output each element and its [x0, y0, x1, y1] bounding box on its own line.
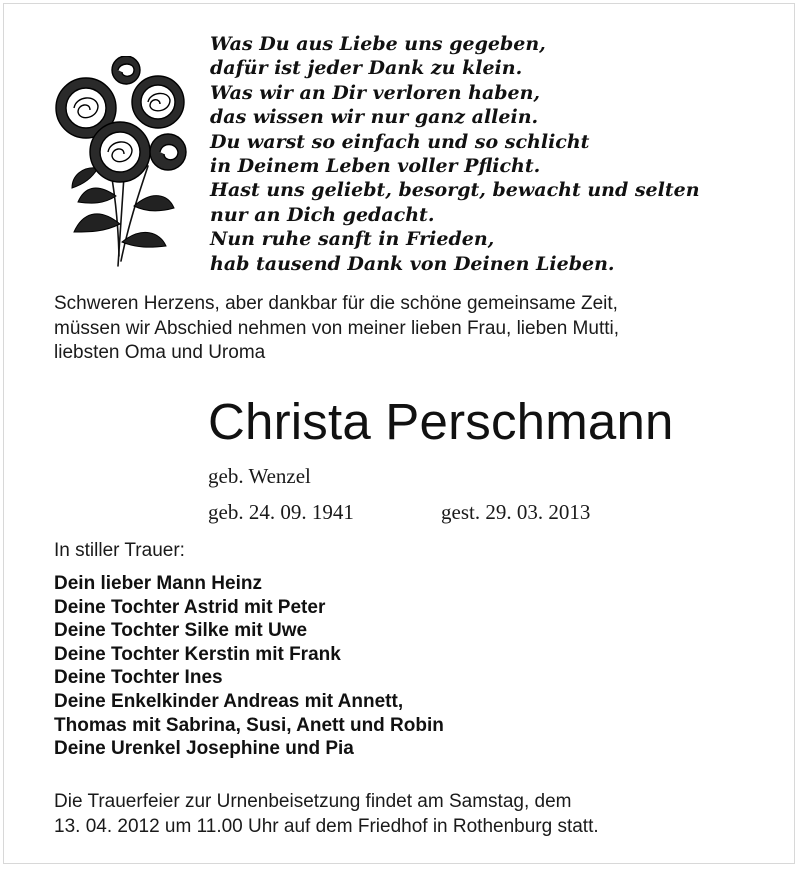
poem-line: nur an Dich gedacht. [210, 203, 435, 226]
deceased-name: Christa Perschmann [208, 393, 674, 450]
poem-line: das wissen wir nur ganz allein. [210, 106, 539, 129]
mourner: Deine Tochter Ines [54, 667, 223, 689]
poem-line: Was Du aus Liebe uns gegeben, [210, 33, 546, 55]
poem-line: in Deinem Leben voller Pflicht. [210, 155, 541, 178]
mourner: Dein lieber Mann Heinz [54, 573, 262, 594]
maiden-name: geb. Wenzel [208, 464, 311, 488]
funeral-line: Die Trauerfeier zur Urnenbeisetzung findet am Samstag, dem [54, 791, 572, 812]
mourners-list [54, 572, 444, 761]
poem-line: Nun ruhe sanft in Frieden, [210, 228, 495, 251]
intro-line: müssen wir Abschied nehmen von meiner lieben Frau, lieben Mutti, [54, 317, 620, 339]
mourner: Thomas mit Sabrina, Susi, Anett und Robin [54, 714, 444, 736]
death-date: gest. 29. 03. 2013 [441, 500, 591, 524]
birth-date: geb. 24. 09. 1941 [208, 500, 354, 524]
poem-line: dafür ist jeder Dank zu klein. [210, 57, 523, 80]
poem-line: Hast uns geliebt, besorgt, bewacht und selten [210, 179, 700, 202]
funeral-info [54, 790, 599, 839]
poem-line: Du warst so einfach und so schlicht [210, 130, 590, 153]
poem-line: hab tausend Dank von Deinen Lieben. [210, 252, 615, 275]
intro-line: Schweren Herzens, aber dankbar für die schöne gemeinsame Zeit, [54, 293, 618, 314]
intro-line: liebsten Oma und Uroma [54, 342, 266, 364]
mourner: Deine Enkelkinder Andreas mit Annett, [54, 690, 404, 712]
poem-line: Was wir an Dir verloren haben, [210, 81, 541, 104]
funeral-line: 13. 04. 2012 um 11.00 Uhr auf dem Friedhof in Rothenburg statt. [54, 815, 599, 837]
intro-text [54, 292, 619, 366]
mourner: Deine Tochter Astrid mit Peter [54, 596, 326, 618]
mourner: Deine Tochter Kerstin mit Frank [54, 643, 341, 665]
mourning-label: In stiller Trauer: [54, 540, 185, 561]
mourner: Deine Urenkel Josephine und Pia [54, 738, 354, 760]
mourner: Deine Tochter Silke mit Uwe [54, 620, 308, 642]
poem [210, 32, 700, 276]
rose-bouquet-icon [38, 56, 198, 268]
